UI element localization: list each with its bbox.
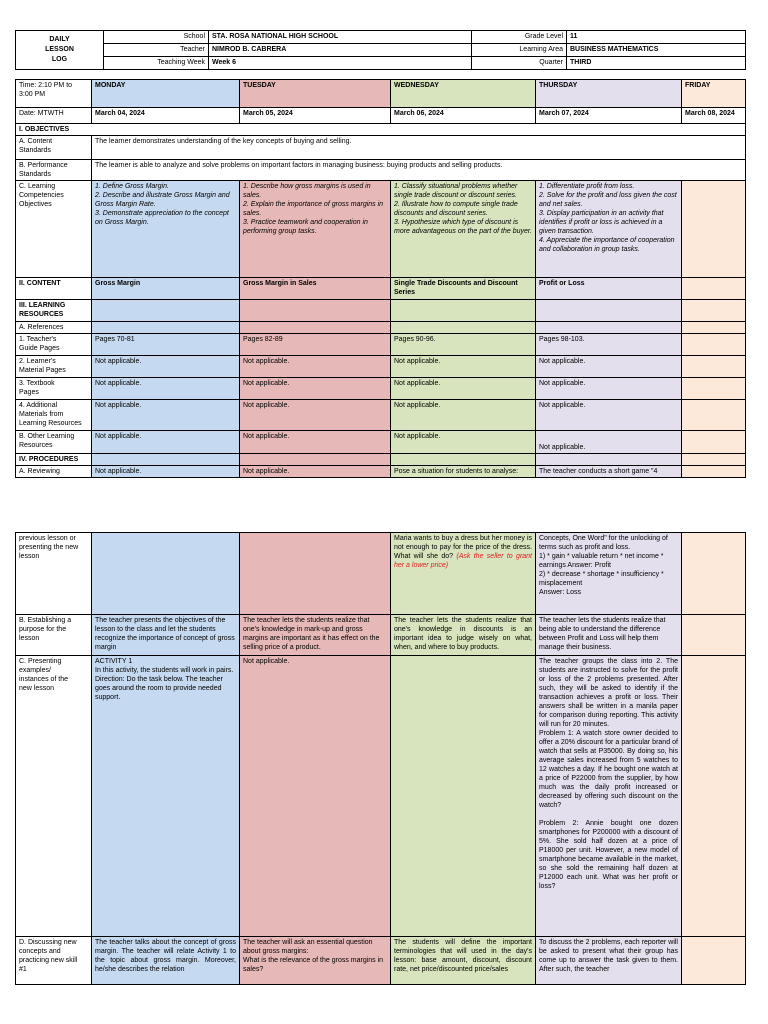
- tuesday-resources: [240, 300, 391, 322]
- monday-discussing: The teacher talks about the concept of gross margin. The teacher will relate Activity 1 to the topic about gross margin. Moreover, he/she describes the relation: [92, 937, 240, 985]
- tuesday-reviewing-continued: [240, 533, 391, 615]
- header-table: [15, 30, 746, 70]
- tuesday-date: March 05, 2024: [240, 108, 391, 124]
- reviewing-label: A. Reviewing: [16, 466, 92, 478]
- tuesday-learners-material: Not applicable.: [240, 356, 391, 378]
- thursday-references: [536, 322, 682, 334]
- thursday-date: March 07, 2024: [536, 108, 682, 124]
- thursday-content: Profit or Loss: [536, 278, 682, 300]
- wednesday-teachers-guide: Pages 90-96.: [391, 334, 536, 356]
- tuesday-reviewing: Not applicable.: [240, 466, 391, 478]
- wednesday-textbook: Not applicable.: [391, 378, 536, 400]
- wednesday-presenting: [391, 656, 536, 937]
- wednesday-establishing: The teacher lets the students realize that one's knowledge in discounts is an important idea to judge wisely on what, when, and where to buy products.: [391, 615, 536, 656]
- content-heading: II. CONTENT: [16, 278, 92, 300]
- tuesday-objectives: 1. Describe how gross margins is used in sales. 2. Explain the importance of gross margins in sales. 3. Practice teamwork and cooperation in performing group tasks.: [240, 181, 391, 278]
- friday-resources: [682, 300, 746, 322]
- grade-level-value: 11: [567, 31, 746, 44]
- friday-header: FRIDAY: [682, 80, 746, 108]
- content-standards-label: A. Content Standards: [16, 136, 92, 160]
- friday-reviewing: [682, 466, 746, 478]
- performance-standards-label: B. Performance Standards: [16, 160, 92, 181]
- friday-teachers-guide: [682, 334, 746, 356]
- learning-competencies-label: C. Learning Competencies Objectives: [16, 181, 92, 278]
- school-label: School: [104, 31, 209, 44]
- wednesday-reviewing-answer: (Ask the seller to grant her a lower price): [394, 553, 532, 569]
- thursday-reviewing-start: The teacher conducts a short game "4: [536, 466, 682, 478]
- school-value: STA. ROSA NATIONAL HIGH SCHOOL: [209, 31, 472, 44]
- thursday-discussing: To discuss the 2 problems, each reporter will be asked to present what their group has come up to answer the task given to them. After such, the teacher: [536, 937, 682, 985]
- monday-other-resources: Not applicable.: [92, 431, 240, 454]
- monday-date: March 04, 2024: [92, 108, 240, 124]
- objectives-heading: I. OBJECTIVES: [16, 124, 746, 136]
- thursday-textbook: Not applicable.: [536, 378, 682, 400]
- establishing-purpose-label: B. Establishing a purpose for the lesson: [16, 615, 92, 656]
- wednesday-procedures: [391, 454, 536, 466]
- wednesday-content: Single Trade Discounts and Discount Series: [391, 278, 536, 300]
- date-label: Date: MTWTH: [16, 108, 92, 124]
- references-label: A. References: [16, 322, 92, 334]
- performance-standards-text: The learner is able to analyze and solve problems on important factors in managing business: buying products and selling products.: [92, 160, 746, 181]
- thursday-presenting: The teacher groups the class into 2. The students are instructed to solve for the profit or loss of the 2 problems presented. After such, they will be asked to identify if the transaction achieves a profit or loss. Their answers shall be written in a manila paper for comparison during reporting. This activity will run for 20 minutes. Problem 1: A watch store owner decided to offer a 20% discount for a particular brand of watch that sells at P35000. By doing so, his average sales increased from 5 watches to 12 watches a day. If he bought one watch at a price of P22000 from the supplier, by how much was the daily profit increased or decreased by offering such discount on the watch? Problem 2: Annie bought one dozen smartphones for P200000 with a discount of 5%. She sold half dozen at a price of P18000 per unit. However, a new model of smartphone became available in the market, so she sold the remaining half dozen at P12000 each unit. What was her profit or loss?: [536, 656, 682, 937]
- daily-lesson-log-title: DAILY LESSON LOG: [16, 31, 104, 70]
- wednesday-other-resources: Not applicable.: [391, 431, 536, 454]
- monday-procedures: [92, 454, 240, 466]
- presenting-examples-label: C. Presenting examples/ instances of the new lesson: [16, 656, 92, 937]
- thursday-other-resources: Not applicable.: [536, 431, 682, 454]
- friday-other-resources: [682, 431, 746, 454]
- quarter-value: THIRD: [567, 57, 746, 70]
- lesson-log-table-page-2: [15, 532, 746, 985]
- wednesday-date: March 06, 2024: [391, 108, 536, 124]
- monday-resources: [92, 300, 240, 322]
- friday-establishing: [682, 615, 746, 656]
- friday-presenting: [682, 656, 746, 937]
- friday-textbook: [682, 378, 746, 400]
- teaching-week-value: Week 6: [209, 57, 472, 70]
- learners-material-label: 2. Learner's Material Pages: [16, 356, 92, 378]
- monday-teachers-guide: Pages 70-81: [92, 334, 240, 356]
- monday-presenting: ACTIVITY 1 In this activity, the students will work in pairs. Direction: Do the task below. The teacher goes around the room to provide needed support.: [92, 656, 240, 937]
- friday-procedures: [682, 454, 746, 466]
- tuesday-discussing: The teacher will ask an essential question about gross margins: What is the relevance of the gross margins in sales?: [240, 937, 391, 985]
- wednesday-reviewing-continued: [391, 533, 536, 615]
- tuesday-additional-materials: Not applicable.: [240, 400, 391, 431]
- friday-reviewing-continued: [682, 533, 746, 615]
- thursday-resources: [536, 300, 682, 322]
- additional-materials-label: 4. Additional Materials from Learning Resources: [16, 400, 92, 431]
- thursday-teachers-guide: Pages 98-103.: [536, 334, 682, 356]
- learning-area-value: BUSINESS MATHEMATICS: [567, 44, 746, 57]
- time-cell: Time: 2:10 PM to 3:00 PM: [16, 80, 92, 108]
- teacher-value: NIMROD B. CABRERA: [209, 44, 472, 57]
- wednesday-references: [391, 322, 536, 334]
- content-standards-text: The learner demonstrates understanding of the key concepts of buying and selling.: [92, 136, 746, 160]
- friday-additional-materials: [682, 400, 746, 431]
- tuesday-procedures: [240, 454, 391, 466]
- monday-objectives: 1. Define Gross Margin. 2. Describe and illustrate Gross Margin and Gross Margin Rate. 3. Demonstrate appreciation to the concept on Gross Margin.: [92, 181, 240, 278]
- lesson-log-table-page-1: [15, 79, 746, 478]
- tuesday-presenting: Not applicable.: [240, 656, 391, 937]
- teaching-week-label: Teaching Week: [104, 57, 209, 70]
- tuesday-other-resources: Not applicable.: [240, 431, 391, 454]
- thursday-establishing: The teacher lets the students realize that being able to understand the difference between Profit and Loss will help them manage their business.: [536, 615, 682, 656]
- monday-references: [92, 322, 240, 334]
- thursday-learners-material: Not applicable.: [536, 356, 682, 378]
- monday-textbook: Not applicable.: [92, 378, 240, 400]
- wednesday-reviewing-text: Maria wants to buy a dress but her money is not enough to pay for the price of the dress. What will she do?: [394, 535, 532, 560]
- monday-additional-materials: Not applicable.: [92, 400, 240, 431]
- tuesday-references: [240, 322, 391, 334]
- tuesday-textbook: Not applicable.: [240, 378, 391, 400]
- tuesday-header: TUESDAY: [240, 80, 391, 108]
- monday-establishing: The teacher presents the objectives of the lesson to the class and let the students recognize the importance of concept of gross margin: [92, 615, 240, 656]
- thursday-objectives: 1. Differentiate profit from loss. 2. Solve for the profit and loss given the cost and net sales. 3. Display participation in an activity that identifies if profit or loss is achieved in a given transaction. 4. Appreciate the importance of cooperation and collaboration in group tasks.: [536, 181, 682, 278]
- tuesday-establishing: The teacher lets the students realize that one's knowledge in mark-up and gross margins are important as it has effect on the selling price of a product.: [240, 615, 391, 656]
- friday-content: [682, 278, 746, 300]
- friday-learners-material: [682, 356, 746, 378]
- monday-learners-material: Not applicable.: [92, 356, 240, 378]
- thursday-procedures: [536, 454, 682, 466]
- monday-reviewing-continued: [92, 533, 240, 615]
- teachers-guide-label: 1. Teacher's Guide Pages: [16, 334, 92, 356]
- thursday-additional-materials: Not applicable.: [536, 400, 682, 431]
- friday-references: [682, 322, 746, 334]
- monday-content: Gross Margin: [92, 278, 240, 300]
- monday-reviewing: Not applicable.: [92, 466, 240, 478]
- other-resources-label: B. Other Learning Resources: [16, 431, 92, 454]
- learning-area-label: Learning Area: [472, 44, 567, 57]
- quarter-label: Quarter: [472, 57, 567, 70]
- wednesday-resources: [391, 300, 536, 322]
- friday-objectives: [682, 181, 746, 278]
- friday-discussing: [682, 937, 746, 985]
- tuesday-teachers-guide: Pages 82-89: [240, 334, 391, 356]
- discussing-concepts-label: D. Discussing new concepts and practicing new skill #1: [16, 937, 92, 985]
- wednesday-additional-materials: Not applicable.: [391, 400, 536, 431]
- thursday-reviewing-continued: Concepts, One Word" for the unlocking of terms such as profit and loss. 1) * gain * valuable return * net income * earnings Answer: Profit 2) * decrease * shortage * insufficiency * misplacement Answer: Loss: [536, 533, 682, 615]
- reviewing-continued-label: previous lesson or presenting the new lesson: [16, 533, 92, 615]
- wednesday-header: WEDNESDAY: [391, 80, 536, 108]
- grade-level-label: Grade Level: [472, 31, 567, 44]
- textbook-pages-label: 3. Textbook Pages: [16, 378, 92, 400]
- monday-header: MONDAY: [92, 80, 240, 108]
- procedures-heading: IV. PROCEDURES: [16, 454, 92, 466]
- thursday-header: THURSDAY: [536, 80, 682, 108]
- wednesday-learners-material: Not applicable.: [391, 356, 536, 378]
- tuesday-content: Gross Margin in Sales: [240, 278, 391, 300]
- wednesday-reviewing-start: Pose a situation for students to analyse:: [391, 466, 536, 478]
- learning-resources-heading: III. LEARNING RESOURCES: [16, 300, 92, 322]
- teacher-label: Teacher: [104, 44, 209, 57]
- wednesday-objectives: 1. Classify situational problems whether single trade discount or discount series. 2. Illustrate how to compute single trade discounts and discount series. 3. Hypothesize which type of discount is more advantageous on the part of the buyer.: [391, 181, 536, 278]
- friday-date: March 08, 2024: [682, 108, 746, 124]
- wednesday-discussing: The students will define the important terminologies that will used in the day's lesson: base amount, discount, discount rate, net price/discounted price/sales: [391, 937, 536, 985]
